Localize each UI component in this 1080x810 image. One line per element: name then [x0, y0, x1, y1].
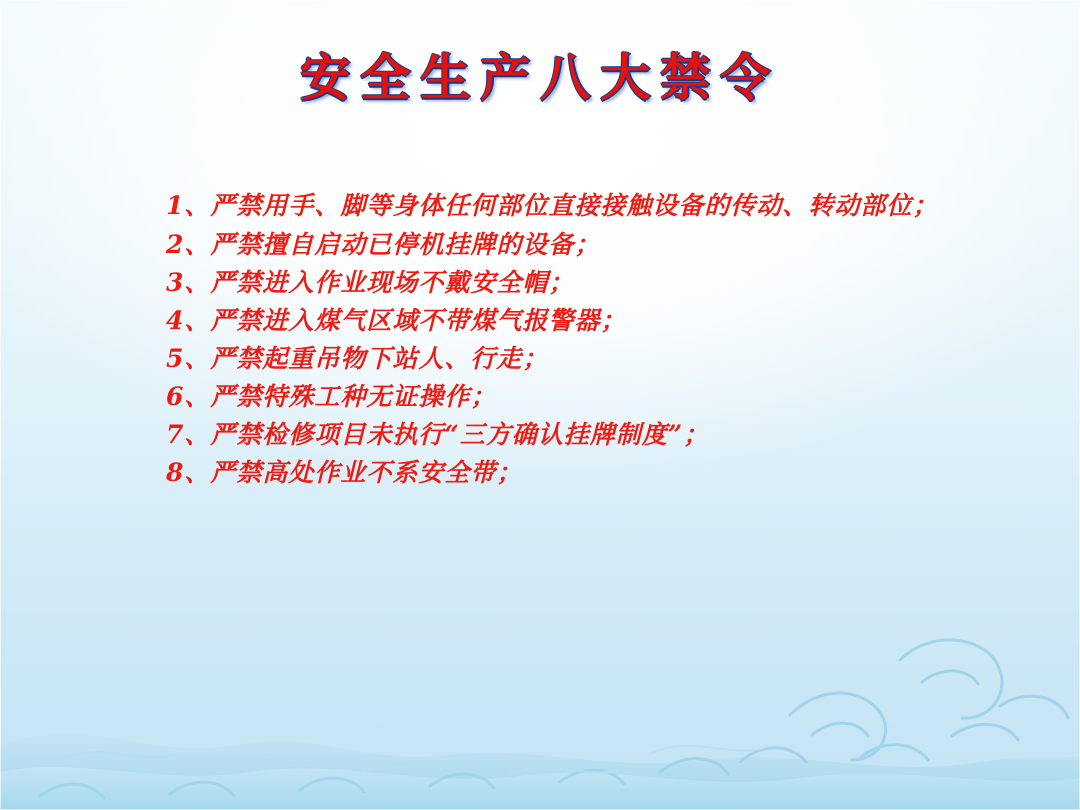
rule-text: 严禁高处作业不系安全带；: [210, 458, 523, 487]
rule-text: 严禁特殊工种无证操作；: [210, 382, 497, 411]
page-title: 安全生产八大禁令: [300, 48, 780, 107]
rule-text: 严禁检修项目未执行“三方确认挂牌制度”；: [210, 420, 710, 449]
rule-number: 7、: [166, 420, 211, 449]
list-item: [118, 302, 1008, 340]
rule-number: 2、: [166, 230, 211, 259]
rule-text: 严禁进入作业现场不戴安全帽；: [210, 268, 575, 297]
title-container: [0, 38, 1080, 110]
list-item: [118, 185, 1008, 226]
list-item: [118, 264, 1008, 302]
rule-text: 严禁擅自启动已停机挂牌的设备；: [210, 230, 601, 259]
rules-list: [118, 185, 1008, 492]
list-item: [118, 454, 1008, 492]
list-item: [118, 416, 1008, 454]
list-item: [118, 378, 1008, 416]
rule-text: 严禁起重吊物下站人、行走；: [210, 344, 549, 373]
rule-number: 6、: [166, 382, 211, 411]
list-item: [118, 226, 1008, 264]
rule-number: 8、: [166, 458, 211, 487]
rule-number: 4、: [166, 306, 211, 335]
rule-number: 3、: [166, 268, 211, 297]
rule-number: 1、: [166, 191, 211, 220]
rule-text: 严禁进入煤气区域不带煤气报警器；: [210, 306, 627, 335]
rule-number: 5、: [166, 344, 211, 373]
wave-decoration-artwork: [0, 510, 1080, 810]
rule-text: 严禁用手、脚等身体任何部位直接接触设备的传动、转动部位；: [210, 191, 939, 220]
list-item: [118, 340, 1008, 378]
